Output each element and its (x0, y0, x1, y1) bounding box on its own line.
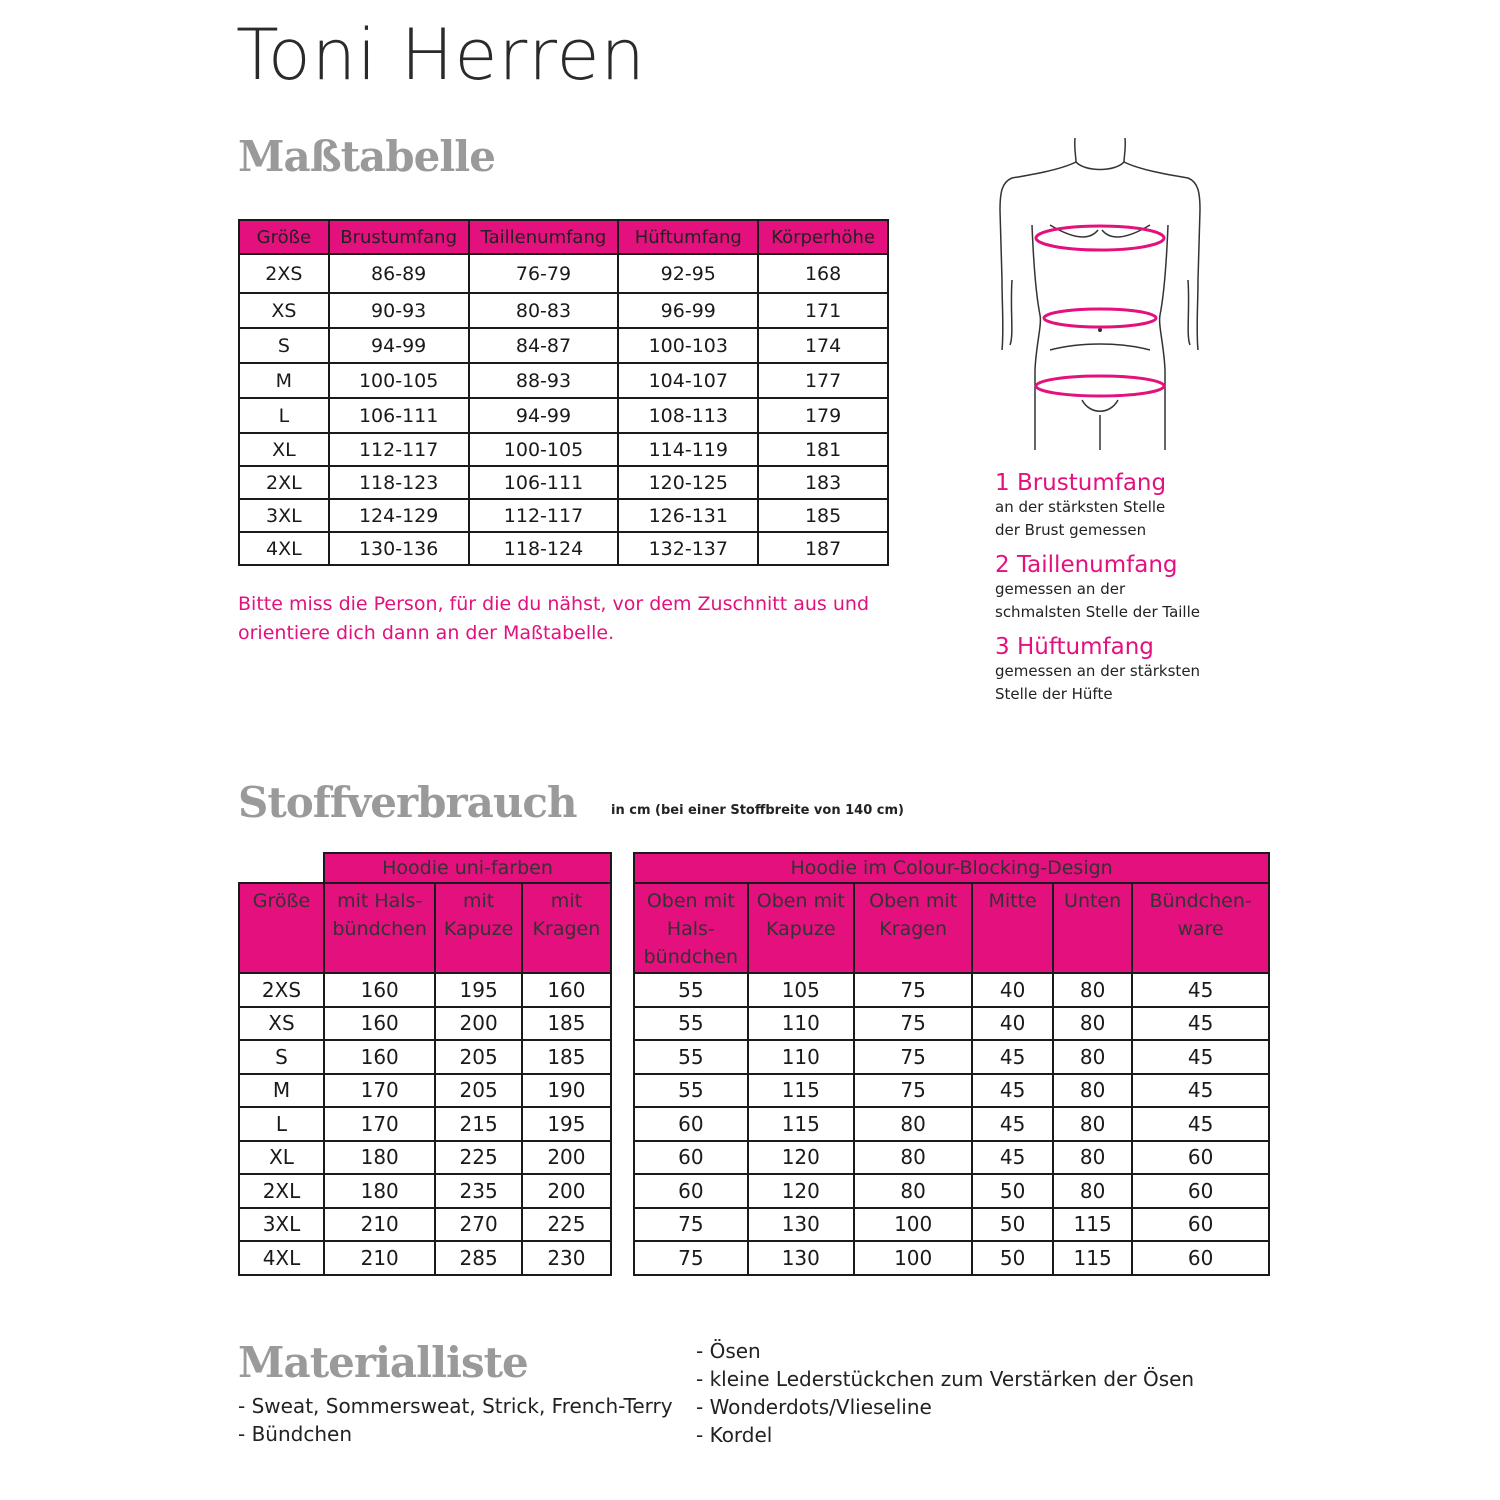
table-cell: 94-99 (329, 328, 469, 363)
table-cell: 45 (972, 1107, 1053, 1141)
table-cell: 45 (1132, 1040, 1269, 1074)
legend-desc: schmalsten Stelle der Taille (995, 603, 1200, 621)
column-header-line: Kapuze (766, 918, 836, 940)
material-item: - Ösen (696, 1339, 761, 1363)
table-cell: 190 (522, 1074, 611, 1108)
material-item: - Bündchen (238, 1422, 352, 1446)
column-header-line: Oben mit (646, 890, 735, 912)
legend-title: 3 Hüftumfang (995, 634, 1154, 660)
table-cell: 120 (748, 1141, 855, 1175)
fabric-table-row (239, 1208, 1269, 1242)
column-header-line: Oben mit (756, 890, 845, 912)
fabric-table (238, 852, 1270, 1276)
fabric-table-row (239, 1141, 1269, 1175)
table-cell: 180 (324, 1141, 435, 1175)
table-cell: 50 (972, 1241, 1053, 1275)
column-header (1132, 883, 1269, 973)
table-cell: 160 (324, 1040, 435, 1074)
table-cell: L (239, 398, 329, 433)
table-cell: 55 (634, 973, 747, 1007)
column-header (435, 883, 521, 973)
size-table-row (239, 363, 888, 398)
table-cell: 168 (758, 254, 888, 293)
table-cell: 115 (748, 1107, 855, 1141)
gap-cell (611, 973, 634, 1007)
gap-cell (611, 883, 634, 973)
table-cell: 215 (435, 1107, 521, 1141)
table-cell: 200 (522, 1174, 611, 1208)
gap-cell (611, 1174, 634, 1208)
legend-desc: Stelle der Hüfte (995, 685, 1113, 703)
table-cell: 45 (972, 1040, 1053, 1074)
column-header-line: Kapuze (443, 918, 514, 940)
table-cell: 60 (1132, 1208, 1269, 1242)
column-header-line: mit Hals- (337, 890, 423, 912)
table-cell: 106-111 (329, 398, 469, 433)
table-cell: 3XL (239, 1208, 324, 1242)
group-header: Hoodie uni-farben (324, 853, 611, 883)
table-cell: 80 (854, 1107, 972, 1141)
table-cell: 126-131 (618, 499, 758, 532)
gap-cell (611, 1040, 634, 1074)
table-cell: 174 (758, 328, 888, 363)
table-cell: 45 (1132, 1107, 1269, 1141)
table-cell: M (239, 363, 329, 398)
table-cell: 60 (1132, 1241, 1269, 1275)
table-cell: 60 (634, 1174, 747, 1208)
table-cell: 110 (748, 1007, 855, 1041)
table-cell: S (239, 328, 329, 363)
header-cell: Brustumfang (329, 220, 469, 254)
table-cell: 80 (1053, 1141, 1132, 1175)
table-cell: 205 (435, 1074, 521, 1108)
table-cell: 180 (324, 1174, 435, 1208)
table-cell: 40 (972, 1007, 1053, 1041)
materials-list-left (238, 1392, 673, 1448)
table-cell: 160 (324, 1007, 435, 1041)
size-table-heading: Maßtabelle (238, 132, 495, 181)
table-cell: L (239, 1107, 324, 1141)
size-table-row (239, 293, 888, 328)
table-cell: 88-93 (469, 363, 619, 398)
column-header (854, 883, 972, 973)
table-cell: 50 (972, 1174, 1053, 1208)
column-header-line: ware (1177, 918, 1224, 940)
table-cell: XS (239, 293, 329, 328)
table-cell: 84-87 (469, 328, 619, 363)
table-cell: 45 (972, 1141, 1053, 1175)
fabric-table-row (239, 1174, 1269, 1208)
fabric-group-row (239, 853, 1269, 883)
table-cell: 90-93 (329, 293, 469, 328)
table-cell: 130 (748, 1241, 855, 1275)
table-cell: 185 (522, 1007, 611, 1041)
table-cell: 80 (1053, 1074, 1132, 1108)
column-header-line: Hals- (666, 918, 715, 940)
table-cell: 45 (1132, 1074, 1269, 1108)
table-cell: M (239, 1074, 324, 1108)
column-header (748, 883, 855, 973)
table-cell: 4XL (239, 1241, 324, 1275)
column-header-line: mit (550, 890, 583, 912)
table-cell: 230 (522, 1241, 611, 1275)
table-cell: 100 (854, 1241, 972, 1275)
table-cell: 120-125 (618, 466, 758, 499)
measure-note-line: orientiere dich dann an der Maßtabelle. (238, 622, 615, 644)
table-cell: XL (239, 433, 329, 466)
size-table-row (239, 328, 888, 363)
table-cell: XS (239, 1007, 324, 1041)
table-cell: 177 (758, 363, 888, 398)
table-cell: 205 (435, 1040, 521, 1074)
table-cell: 185 (758, 499, 888, 532)
measure-note-line: Bitte miss die Person, für die du nähst, vor dem Zuschnitt aus und (238, 593, 869, 615)
column-header (634, 883, 747, 973)
legend-desc: der Brust gemessen (995, 521, 1147, 539)
table-cell: 2XL (239, 1174, 324, 1208)
table-cell: 45 (1132, 973, 1269, 1007)
table-cell: 171 (758, 293, 888, 328)
table-cell: 40 (972, 973, 1053, 1007)
table-cell: 100-103 (618, 328, 758, 363)
table-cell: 80 (854, 1141, 972, 1175)
column-header (324, 883, 435, 973)
table-cell: 60 (1132, 1141, 1269, 1175)
table-cell: 108-113 (618, 398, 758, 433)
column-header (972, 883, 1053, 973)
table-cell: 100-105 (329, 363, 469, 398)
column-header-line: bündchen (643, 946, 739, 968)
table-cell: 200 (522, 1141, 611, 1175)
column-header-line: Unten (1064, 890, 1122, 912)
header-cell: Hüftumfang (618, 220, 758, 254)
column-header: Größe (239, 883, 324, 973)
table-cell: 55 (634, 1007, 747, 1041)
size-table-row (239, 254, 888, 293)
table-cell: 80 (1053, 1107, 1132, 1141)
table-cell: 76-79 (469, 254, 619, 293)
measure-note (238, 590, 869, 648)
table-cell: 179 (758, 398, 888, 433)
gap-cell (611, 1141, 634, 1175)
fabric-header-row (239, 883, 1269, 973)
column-header (1053, 883, 1132, 973)
table-cell: 75 (854, 1007, 972, 1041)
column-header-line: Kragen (532, 918, 601, 940)
table-cell: 160 (324, 973, 435, 1007)
column-header-line: mit (462, 890, 495, 912)
table-cell: 118-123 (329, 466, 469, 499)
fabric-table-row (239, 1040, 1269, 1074)
table-cell: 104-107 (618, 363, 758, 398)
table-cell: 115 (1053, 1241, 1132, 1275)
table-cell: 130 (748, 1208, 855, 1242)
legend-desc: gemessen an der (995, 580, 1126, 598)
table-cell: 106-111 (469, 466, 619, 499)
table-cell: 132-137 (618, 532, 758, 565)
header-cell: Körperhöhe (758, 220, 888, 254)
gap-cell (611, 1107, 634, 1141)
gap-cell (611, 1074, 634, 1108)
table-cell: 183 (758, 466, 888, 499)
size-table-row (239, 532, 888, 565)
table-cell: 270 (435, 1208, 521, 1242)
gap-cell (611, 1208, 634, 1242)
table-cell: 80 (1053, 1040, 1132, 1074)
legend-title: 2 Taillenumfang (995, 552, 1178, 578)
table-cell: 115 (748, 1074, 855, 1108)
table-cell: 60 (634, 1107, 747, 1141)
table-cell: 45 (972, 1074, 1053, 1108)
table-cell: 225 (522, 1208, 611, 1242)
table-cell: 195 (522, 1107, 611, 1141)
table-cell: 200 (435, 1007, 521, 1041)
table-cell: 100 (854, 1208, 972, 1242)
material-item: - kleine Lederstückchen zum Verstärken der Ösen (696, 1367, 1195, 1391)
table-cell: 86-89 (329, 254, 469, 293)
table-cell: 75 (634, 1208, 747, 1242)
column-header-line: Kragen (879, 918, 948, 940)
fabric-heading: Stoffverbrauch (238, 778, 577, 827)
table-cell: 112-117 (469, 499, 619, 532)
body-illustration (990, 130, 1210, 460)
table-cell: 60 (634, 1141, 747, 1175)
materials-list-right (696, 1337, 1194, 1449)
table-cell: 50 (972, 1208, 1053, 1242)
table-cell: 112-117 (329, 433, 469, 466)
table-cell: 170 (324, 1107, 435, 1141)
group-header: Hoodie im Colour-Blocking-Design (634, 853, 1269, 883)
table-cell: 80 (854, 1174, 972, 1208)
table-cell: 124-129 (329, 499, 469, 532)
legend-title: 1 Brustumfang (995, 470, 1167, 496)
size-table-header-row (239, 220, 888, 254)
table-cell: 118-124 (469, 532, 619, 565)
table-cell: 45 (1132, 1007, 1269, 1041)
legend-desc: an der stärksten Stelle (995, 498, 1166, 516)
table-cell: 94-99 (469, 398, 619, 433)
column-header-line: Oben mit (869, 890, 958, 912)
material-item: - Kordel (696, 1423, 773, 1447)
materials-heading: Materialliste (238, 1338, 528, 1387)
gap-cell (611, 1007, 634, 1041)
column-header (522, 883, 611, 973)
size-table-row (239, 398, 888, 433)
table-cell: 80 (1053, 1007, 1132, 1041)
table-cell: 110 (748, 1040, 855, 1074)
gap-cell (611, 853, 634, 883)
table-cell: 100-105 (469, 433, 619, 466)
table-cell: S (239, 1040, 324, 1074)
header-cell: Taillenumfang (469, 220, 619, 254)
table-cell: 92-95 (618, 254, 758, 293)
table-cell: 80-83 (469, 293, 619, 328)
fabric-table-row (239, 1074, 1269, 1108)
table-cell: 3XL (239, 499, 329, 532)
table-cell: 210 (324, 1208, 435, 1242)
table-cell: 80 (1053, 1174, 1132, 1208)
table-cell: 130-136 (329, 532, 469, 565)
size-table (238, 219, 889, 566)
table-cell: 210 (324, 1241, 435, 1275)
size-table-row (239, 466, 888, 499)
table-cell: 105 (748, 973, 855, 1007)
header-cell: Größe (239, 220, 329, 254)
material-item: - Sweat, Sommersweat, Strick, French-Terry (238, 1394, 673, 1418)
table-cell: 2XL (239, 466, 329, 499)
table-cell: 55 (634, 1040, 747, 1074)
legend-desc: gemessen an der stärksten (995, 662, 1201, 680)
table-cell: 187 (758, 532, 888, 565)
table-cell: 160 (522, 973, 611, 1007)
table-cell: 2XS (239, 973, 324, 1007)
column-header-line: Bündchen- (1149, 890, 1252, 912)
fabric-note: in cm (bei einer Stoffbreite von 140 cm) (611, 803, 904, 818)
fabric-table-row (239, 1007, 1269, 1041)
table-cell: 195 (435, 973, 521, 1007)
fabric-table-row (239, 1107, 1269, 1141)
table-cell: 120 (748, 1174, 855, 1208)
material-item: - Wonderdots/Vlieseline (696, 1395, 932, 1419)
size-table-row (239, 433, 888, 466)
table-cell: 285 (435, 1241, 521, 1275)
table-cell: 115 (1053, 1208, 1132, 1242)
table-cell: 2XS (239, 254, 329, 293)
column-header-line: bündchen (332, 918, 427, 940)
table-cell: 75 (854, 1074, 972, 1108)
table-cell: 170 (324, 1074, 435, 1108)
table-cell: 181 (758, 433, 888, 466)
measurement-legend (995, 470, 1200, 706)
gap-cell (611, 1241, 634, 1275)
table-cell: 225 (435, 1141, 521, 1175)
table-cell: 96-99 (618, 293, 758, 328)
column-header-line: Mitte (988, 890, 1037, 912)
page-title: Toni Herren (236, 14, 646, 96)
fabric-table-row (239, 1241, 1269, 1275)
table-cell: 55 (634, 1074, 747, 1108)
table-cell: 75 (854, 1040, 972, 1074)
table-cell: 60 (1132, 1174, 1269, 1208)
table-cell: 4XL (239, 532, 329, 565)
table-cell: 185 (522, 1040, 611, 1074)
table-cell: 80 (1053, 973, 1132, 1007)
table-cell: 114-119 (618, 433, 758, 466)
table-cell: 75 (634, 1241, 747, 1275)
table-cell: 235 (435, 1174, 521, 1208)
table-cell: XL (239, 1141, 324, 1175)
table-cell: 75 (854, 973, 972, 1007)
fabric-table-row (239, 973, 1269, 1007)
blank-cell (239, 853, 324, 883)
size-table-row (239, 499, 888, 532)
